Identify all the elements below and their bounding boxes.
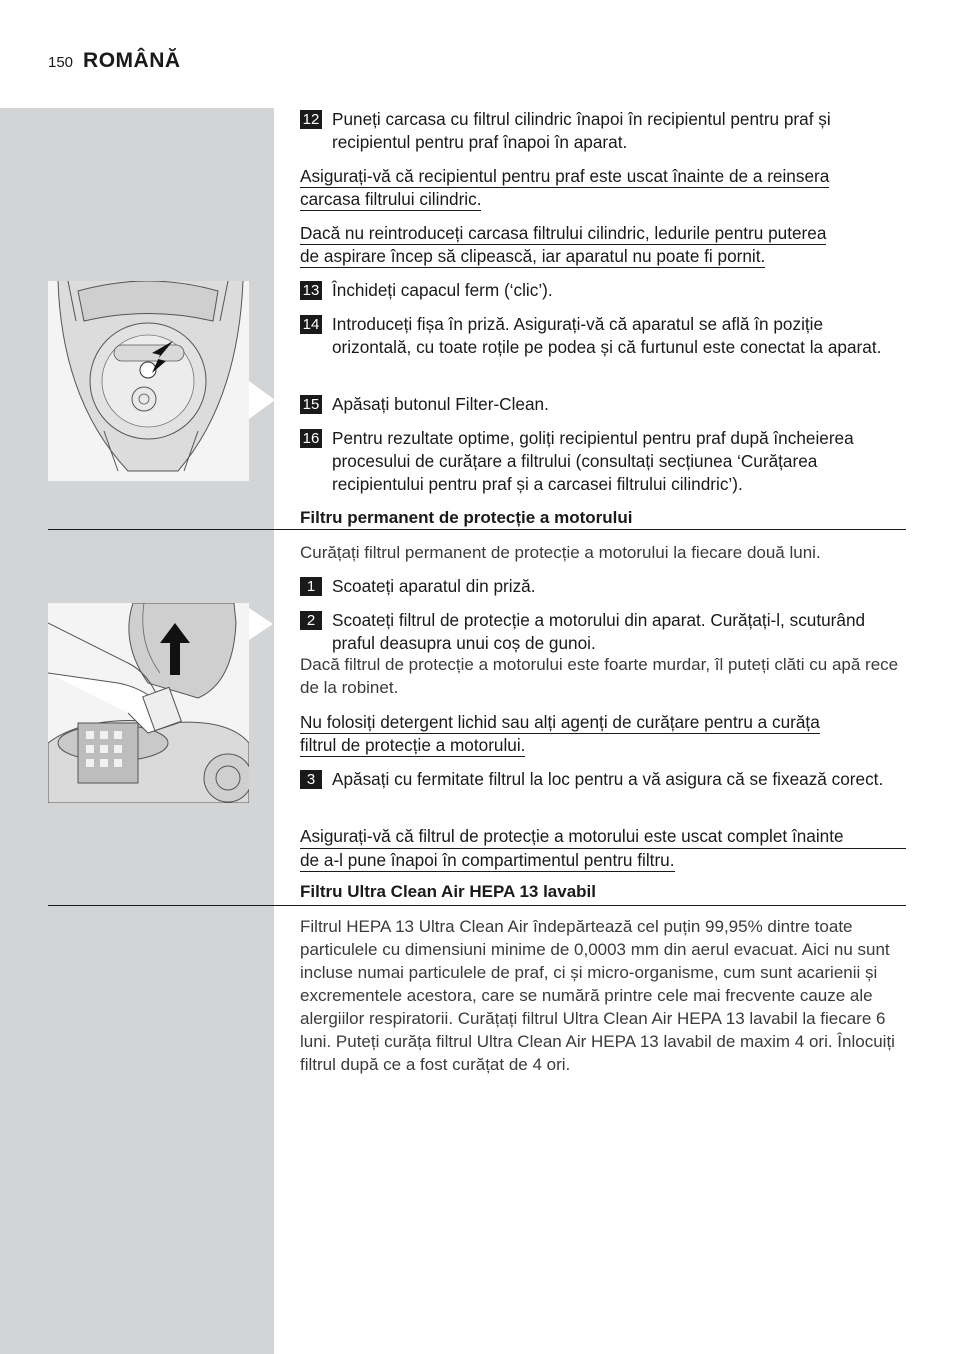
step-12 [300, 108, 906, 154]
step-1 [300, 575, 906, 598]
step-text: Apăsați cu fermitate filtrul la loc pentru a vă asigura că se fixează corect. [332, 769, 884, 789]
warning-leds-blink [300, 222, 906, 268]
step-15 [300, 393, 906, 416]
step-text: Pentru rezultate optime, goliți recipientul pentru praf după încheierea procesului de curățare a filtrului (consultați secțiunea ‘Curățarea recipientului pentru praf și a carcasei filtrului cilindric’). [332, 428, 854, 494]
section-divider [48, 529, 906, 530]
warning-filter-dry [300, 825, 906, 872]
figure-pointer [249, 381, 275, 419]
section-title-hepa-filter: Filtru Ultra Clean Air HEPA 13 lavabil [300, 882, 597, 901]
step-16 [300, 427, 906, 496]
warning-line: filtrul de protecție a motorului. [300, 735, 526, 755]
warning-line: de a-l pune înapoi în compartimentul pentru filtru. [300, 850, 675, 870]
step-text: Scoateți aparatul din priză. [332, 576, 536, 596]
step-text: Introduceți fișa în priză. Asigurați-vă că aparatul se află în poziție orizontală, cu toate roțile pe podea și că furtunul este conectat la aparat. [332, 314, 882, 357]
page-number: 150 [48, 54, 74, 71]
illustration-filter-clean-button [48, 281, 249, 481]
step-text: Apăsați butonul Filter-Clean. [332, 394, 549, 414]
motor-filter-rinse-note: Dacă filtrul de protecție a motorului este foarte murdar, îl puteți clăti cu apă rece de la robinet. [300, 655, 899, 697]
warning-dust-container-dry [300, 165, 906, 211]
language-title: ROMÂNĂ [83, 49, 181, 72]
step-13 [300, 279, 906, 302]
step-number: 12 [300, 110, 322, 129]
warning-no-detergent [300, 711, 906, 757]
figure-pointer [249, 608, 273, 640]
illustration-remove-motor-filter [48, 603, 249, 803]
warning-line: de aspirare încep să clipească, iar aparatul nu poate fi pornit. [300, 246, 766, 266]
step-3 [300, 768, 906, 791]
step-2 [300, 609, 906, 655]
step-number: 1 [300, 577, 322, 596]
section-title-motor-filter: Filtru permanent de protecție a motorului [300, 508, 633, 527]
warning-line: Dacă nu reintroduceți carcasa filtrului cilindric, ledurile pentru puterea [300, 223, 827, 243]
step-number: 14 [300, 315, 322, 334]
warning-line: Asigurați-vă că recipientul pentru praf este uscat înainte de a reinsera [300, 166, 830, 186]
hepa-description: Filtrul HEPA 13 Ultra Clean Air îndepărtează cel puțin 99,95% dintre toate particulele cu dimensiuni minime de 0,0003 mm din aerul evacuat. Aici nu sunt incluse numai particulele de praf, ci și micro-organisme, cum sunt acarienii și excrementele acestora, care se numără printre cele mai frecvente cauze ale alergiilor respiratorii. Curățați filtrul Ultra Clean Air HEPA 13 lavabil la fiecare 6 luni. Puteți curăța filtrul Ultra Clean Air HEPA 13 lavabil de maxim 4 ori. Înlocuiți filtrul după ce a fost curățat de 4 ori. [300, 917, 895, 1074]
step-number: 15 [300, 395, 322, 414]
page-header [48, 49, 181, 73]
motor-filter-intro: Curățați filtrul permanent de protecție a motorului la fiecare două luni. [300, 543, 821, 562]
step-text: Scoateți filtrul de protecție a motorului din aparat. Curățați-l, scuturând praful deasupra unui coș de gunoi. [332, 610, 866, 653]
step-number: 2 [300, 611, 322, 630]
step-text: Închideți capacul ferm (‘clic’). [332, 280, 553, 300]
step-number: 3 [300, 770, 322, 789]
warning-line: Asigurați-vă că filtrul de protecție a motorului este uscat complet înainte [300, 825, 906, 849]
section-divider [48, 905, 906, 906]
step-14 [300, 313, 906, 359]
step-number: 13 [300, 281, 322, 300]
warning-line: Nu folosiți detergent lichid sau alți agenți de curățare pentru a curăța [300, 712, 820, 732]
warning-line: carcasa filtrului cilindric. [300, 189, 482, 209]
step-number: 16 [300, 429, 322, 448]
step-text: Puneți carcasa cu filtrul cilindric înapoi în recipientul pentru praf și recipientul pentru praf înapoi în aparat. [332, 109, 831, 152]
